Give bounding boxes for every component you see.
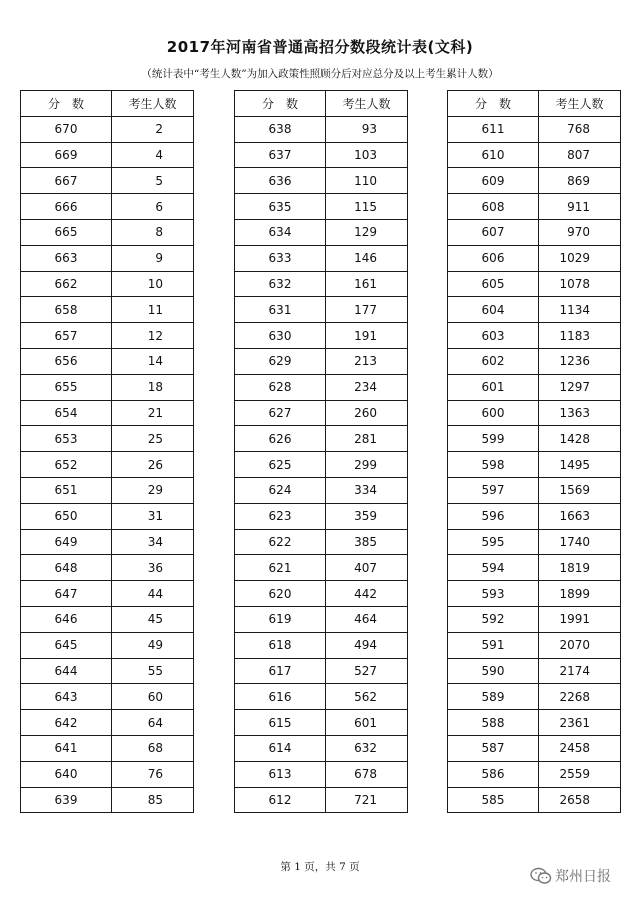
- score-cell: 647: [21, 581, 112, 607]
- table-row: [21, 684, 194, 710]
- table-row: [235, 323, 408, 349]
- score-cell: 666: [21, 194, 112, 220]
- table-row: [448, 735, 621, 761]
- count-cell: 85: [112, 787, 194, 813]
- score-cell: 611: [448, 116, 539, 142]
- table-row: [448, 452, 621, 478]
- count-cell: 12: [112, 323, 194, 349]
- score-cell: 639: [21, 787, 112, 813]
- count-cell: 299: [326, 452, 408, 478]
- count-cell: 115: [326, 194, 408, 220]
- score-table-3: [447, 90, 621, 813]
- column-header-count: 考生人数: [112, 91, 194, 117]
- score-cell: 602: [448, 348, 539, 374]
- table-row: [448, 271, 621, 297]
- score-cell: 599: [448, 426, 539, 452]
- table-row: [235, 168, 408, 194]
- count-cell: 1819: [539, 555, 621, 581]
- score-cell: 629: [235, 348, 326, 374]
- count-cell: 562: [326, 684, 408, 710]
- table-row: [448, 194, 621, 220]
- count-cell: 21: [112, 400, 194, 426]
- count-cell: 1991: [539, 606, 621, 632]
- table-row: [448, 761, 621, 787]
- count-cell: 68: [112, 735, 194, 761]
- table-row: [448, 581, 621, 607]
- table-row: [448, 426, 621, 452]
- score-cell: 658: [21, 297, 112, 323]
- table-row: [448, 245, 621, 271]
- score-cell: 606: [448, 245, 539, 271]
- table-row: [235, 271, 408, 297]
- count-cell: 1569: [539, 477, 621, 503]
- score-cell: 617: [235, 658, 326, 684]
- table-row: [235, 581, 408, 607]
- watermark: [530, 866, 611, 886]
- score-table-1: [20, 90, 194, 813]
- table-row: [235, 606, 408, 632]
- table-row: [235, 194, 408, 220]
- table-row: [448, 555, 621, 581]
- wechat-icon: [530, 867, 552, 885]
- table-row: [21, 194, 194, 220]
- score-cell: 665: [21, 219, 112, 245]
- count-cell: 6: [112, 194, 194, 220]
- count-cell: 601: [326, 710, 408, 736]
- score-cell: 656: [21, 348, 112, 374]
- column-header-score: 分 数: [235, 91, 326, 117]
- table-row: [448, 632, 621, 658]
- count-cell: 2: [112, 116, 194, 142]
- table-row: [235, 426, 408, 452]
- count-cell: 11: [112, 297, 194, 323]
- table-row: [21, 245, 194, 271]
- score-cell: 619: [235, 606, 326, 632]
- table-row: [21, 658, 194, 684]
- count-cell: 807: [539, 142, 621, 168]
- count-cell: 9: [112, 245, 194, 271]
- table-row: [448, 503, 621, 529]
- score-cell: 587: [448, 735, 539, 761]
- table-row: [21, 710, 194, 736]
- score-cell: 648: [21, 555, 112, 581]
- table-row: [235, 219, 408, 245]
- count-cell: 2559: [539, 761, 621, 787]
- table-row: [448, 348, 621, 374]
- score-cell: 585: [448, 787, 539, 813]
- score-cell: 642: [21, 710, 112, 736]
- count-cell: 29: [112, 477, 194, 503]
- score-cell: 644: [21, 658, 112, 684]
- score-cell: 631: [235, 297, 326, 323]
- score-cell: 595: [448, 529, 539, 555]
- count-cell: 2268: [539, 684, 621, 710]
- table-row: [235, 710, 408, 736]
- count-cell: 26: [112, 452, 194, 478]
- count-cell: 359: [326, 503, 408, 529]
- table-row: [21, 426, 194, 452]
- score-cell: 597: [448, 477, 539, 503]
- count-cell: 60: [112, 684, 194, 710]
- score-cell: 598: [448, 452, 539, 478]
- score-cell: 655: [21, 374, 112, 400]
- count-cell: 55: [112, 658, 194, 684]
- score-cell: 663: [21, 245, 112, 271]
- score-cell: 662: [21, 271, 112, 297]
- table-row: [21, 787, 194, 813]
- count-cell: 281: [326, 426, 408, 452]
- score-cell: 635: [235, 194, 326, 220]
- score-cell: 643: [21, 684, 112, 710]
- table-row: [235, 348, 408, 374]
- count-cell: 1078: [539, 271, 621, 297]
- watermark-text: 郑州日报: [555, 869, 611, 885]
- table-row: [235, 555, 408, 581]
- table-row: [21, 632, 194, 658]
- column-header-count: 考生人数: [539, 91, 621, 117]
- count-cell: 442: [326, 581, 408, 607]
- count-cell: 110: [326, 168, 408, 194]
- score-cell: 615: [235, 710, 326, 736]
- table-row: [21, 606, 194, 632]
- score-cell: 628: [235, 374, 326, 400]
- table-row: [235, 142, 408, 168]
- score-cell: 627: [235, 400, 326, 426]
- table-row: [21, 271, 194, 297]
- table-row: [448, 710, 621, 736]
- score-cell: 646: [21, 606, 112, 632]
- table-row: [448, 606, 621, 632]
- count-cell: 1297: [539, 374, 621, 400]
- table-row: [448, 142, 621, 168]
- count-cell: 632: [326, 735, 408, 761]
- score-cell: 592: [448, 606, 539, 632]
- table-row: [21, 555, 194, 581]
- table-row: [21, 400, 194, 426]
- score-cell: 605: [448, 271, 539, 297]
- score-cell: 641: [21, 735, 112, 761]
- count-cell: 1029: [539, 245, 621, 271]
- table-row: [235, 735, 408, 761]
- table-row: [448, 787, 621, 813]
- count-cell: 45: [112, 606, 194, 632]
- table-row: [235, 245, 408, 271]
- table-row: [21, 374, 194, 400]
- count-cell: 10: [112, 271, 194, 297]
- count-cell: 527: [326, 658, 408, 684]
- score-cell: 609: [448, 168, 539, 194]
- count-cell: 768: [539, 116, 621, 142]
- column-header-score: 分 数: [448, 91, 539, 117]
- score-cell: 630: [235, 323, 326, 349]
- table-row: [235, 761, 408, 787]
- score-cell: 626: [235, 426, 326, 452]
- table-row: [21, 452, 194, 478]
- count-cell: 129: [326, 219, 408, 245]
- count-cell: 234: [326, 374, 408, 400]
- page-title: 2017年河南省普通高招分数段统计表(文科): [166, 38, 474, 56]
- count-cell: 64: [112, 710, 194, 736]
- count-cell: 1495: [539, 452, 621, 478]
- score-cell: 636: [235, 168, 326, 194]
- count-cell: 407: [326, 555, 408, 581]
- count-cell: 4: [112, 142, 194, 168]
- score-table-2: [234, 90, 408, 813]
- score-cell: 603: [448, 323, 539, 349]
- count-cell: 8: [112, 219, 194, 245]
- score-cell: 667: [21, 168, 112, 194]
- table-row: [21, 581, 194, 607]
- count-cell: 911: [539, 194, 621, 220]
- table-row: [235, 684, 408, 710]
- count-cell: 1183: [539, 323, 621, 349]
- score-cell: 614: [235, 735, 326, 761]
- count-cell: 2174: [539, 658, 621, 684]
- score-cell: 633: [235, 245, 326, 271]
- table-row: [21, 142, 194, 168]
- table-row: [448, 400, 621, 426]
- count-cell: 1428: [539, 426, 621, 452]
- table-row: [235, 477, 408, 503]
- table-row: [235, 400, 408, 426]
- count-cell: 31: [112, 503, 194, 529]
- table-row: [21, 323, 194, 349]
- table-row: [21, 735, 194, 761]
- count-cell: 721: [326, 787, 408, 813]
- score-cell: 637: [235, 142, 326, 168]
- table-row: [21, 761, 194, 787]
- count-cell: 385: [326, 529, 408, 555]
- score-cell: 645: [21, 632, 112, 658]
- score-cell: 623: [235, 503, 326, 529]
- column-header-score: 分 数: [21, 91, 112, 117]
- count-cell: 1236: [539, 348, 621, 374]
- table-row: [235, 116, 408, 142]
- score-cell: 649: [21, 529, 112, 555]
- count-cell: 1663: [539, 503, 621, 529]
- score-cell: 612: [235, 787, 326, 813]
- table-row: [448, 529, 621, 555]
- score-cell: 601: [448, 374, 539, 400]
- count-cell: 146: [326, 245, 408, 271]
- count-cell: 34: [112, 529, 194, 555]
- score-cell: 650: [21, 503, 112, 529]
- score-cell: 608: [448, 194, 539, 220]
- count-cell: 464: [326, 606, 408, 632]
- score-cell: 589: [448, 684, 539, 710]
- count-cell: 76: [112, 761, 194, 787]
- score-cell: 621: [235, 555, 326, 581]
- table-row: [448, 297, 621, 323]
- count-cell: 161: [326, 271, 408, 297]
- table-row: [21, 297, 194, 323]
- count-cell: 678: [326, 761, 408, 787]
- score-cell: 586: [448, 761, 539, 787]
- score-cell: 652: [21, 452, 112, 478]
- score-cell: 610: [448, 142, 539, 168]
- count-cell: 177: [326, 297, 408, 323]
- table-row: [235, 632, 408, 658]
- count-cell: 1740: [539, 529, 621, 555]
- count-cell: 1363: [539, 400, 621, 426]
- table-row: [21, 168, 194, 194]
- count-cell: 49: [112, 632, 194, 658]
- table-header-row: [448, 91, 621, 117]
- count-cell: 103: [326, 142, 408, 168]
- count-cell: 1134: [539, 297, 621, 323]
- count-cell: 260: [326, 400, 408, 426]
- score-cell: 596: [448, 503, 539, 529]
- table-row: [448, 374, 621, 400]
- table-row: [448, 658, 621, 684]
- table-row: [448, 168, 621, 194]
- score-cell: 657: [21, 323, 112, 349]
- count-cell: 2070: [539, 632, 621, 658]
- table-header-row: [235, 91, 408, 117]
- table-row: [235, 503, 408, 529]
- count-cell: 191: [326, 323, 408, 349]
- score-cell: 625: [235, 452, 326, 478]
- score-cell: 624: [235, 477, 326, 503]
- count-cell: 970: [539, 219, 621, 245]
- count-cell: 1899: [539, 581, 621, 607]
- score-cell: 607: [448, 219, 539, 245]
- score-cell: 600: [448, 400, 539, 426]
- table-row: [235, 529, 408, 555]
- count-cell: 14: [112, 348, 194, 374]
- count-cell: 5: [112, 168, 194, 194]
- score-cell: 638: [235, 116, 326, 142]
- table-row: [448, 116, 621, 142]
- table-row: [21, 116, 194, 142]
- score-cell: 613: [235, 761, 326, 787]
- table-row: [448, 684, 621, 710]
- count-cell: 869: [539, 168, 621, 194]
- score-cell: 604: [448, 297, 539, 323]
- score-cell: 618: [235, 632, 326, 658]
- count-cell: 494: [326, 632, 408, 658]
- score-cell: 622: [235, 529, 326, 555]
- count-cell: 334: [326, 477, 408, 503]
- column-header-count: 考生人数: [326, 91, 408, 117]
- score-cell: 651: [21, 477, 112, 503]
- count-cell: 213: [326, 348, 408, 374]
- count-cell: 18: [112, 374, 194, 400]
- table-row: [448, 219, 621, 245]
- table-row: [21, 477, 194, 503]
- table-header-row: [21, 91, 194, 117]
- score-cell: 590: [448, 658, 539, 684]
- score-cell: 588: [448, 710, 539, 736]
- count-cell: 2458: [539, 735, 621, 761]
- count-cell: 36: [112, 555, 194, 581]
- table-row: [21, 219, 194, 245]
- count-cell: 2658: [539, 787, 621, 813]
- score-cell: 670: [21, 116, 112, 142]
- count-cell: 93: [326, 116, 408, 142]
- page-footer: 第 1 页，共 7 页: [280, 861, 360, 873]
- score-cell: 653: [21, 426, 112, 452]
- score-cell: 669: [21, 142, 112, 168]
- count-cell: 2361: [539, 710, 621, 736]
- score-cell: 616: [235, 684, 326, 710]
- table-row: [235, 374, 408, 400]
- table-row: [448, 477, 621, 503]
- score-cell: 591: [448, 632, 539, 658]
- score-cell: 640: [21, 761, 112, 787]
- score-cell: 654: [21, 400, 112, 426]
- score-cell: 632: [235, 271, 326, 297]
- page-subtitle: （统计表中“考生人数”为加入政策性照顾分后对应总分及以上考生累计人数）: [141, 68, 499, 80]
- table-row: [21, 348, 194, 374]
- score-cell: 620: [235, 581, 326, 607]
- table-row: [235, 452, 408, 478]
- table-row: [235, 658, 408, 684]
- score-cell: 593: [448, 581, 539, 607]
- table-row: [21, 503, 194, 529]
- table-row: [448, 323, 621, 349]
- table-row: [21, 529, 194, 555]
- score-cell: 634: [235, 219, 326, 245]
- score-cell: 594: [448, 555, 539, 581]
- count-cell: 25: [112, 426, 194, 452]
- count-cell: 44: [112, 581, 194, 607]
- table-row: [235, 787, 408, 813]
- table-row: [235, 297, 408, 323]
